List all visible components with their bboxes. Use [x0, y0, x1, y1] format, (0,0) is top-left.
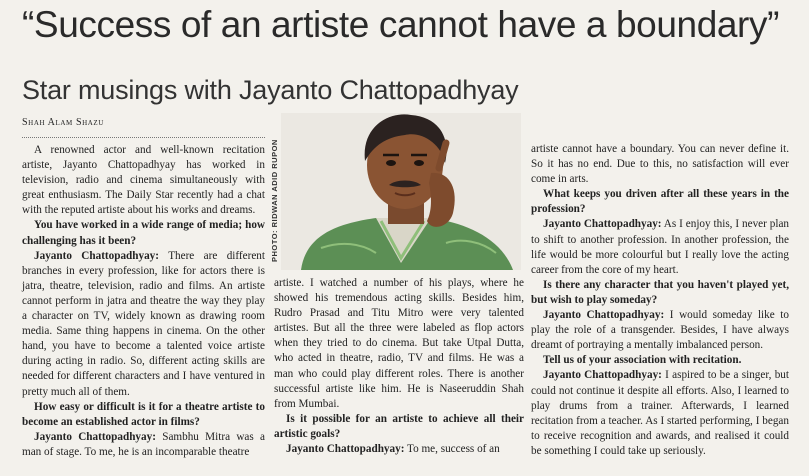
answer-text: To me, success of an — [404, 443, 500, 456]
continuation-paragraph: artiste. I watched a number of his plays, where he showed his tremendous acting skills. Besides him, Rudro Prasad and Titu Mitro were very talented artistes. But all the three were labeled as flop actors when they tried to do cinema. But take Utpal Dutta, who acted in theatre, radio, TV and films. He was a man who could play different roles. There is another successful artiste like him. He is Naseeruddin Shah from Mumbai. — [274, 277, 524, 410]
column-3 — [531, 142, 789, 459]
answer-speaker: Jayanto Chattopadhyay: — [543, 218, 662, 231]
question-1: You have worked in a wide range of media; how challenging has it been? — [22, 219, 265, 247]
answer-4 — [531, 217, 789, 277]
byline: Shah Alam Shazu — [22, 117, 104, 128]
answer-text: There are different branches in every profession, like for actors there is jatra, theatre, television, radio and films. An artiste cannot perform in jatra and theatre the way they play a character on TV, widely known as drawing room media. Same thing happens in cinema. On the other hand, you have to become a talented voice artiste during acting in radio. So, different acting skills are needed for different characters and I have ventured in pretty much all of them. — [22, 249, 266, 398]
question-6: Tell us of your association with recitation. — [543, 354, 742, 367]
portrait-illustration — [281, 113, 521, 270]
photo-credit: PHOTO: RIDWAN ADID RUPON — [270, 139, 279, 262]
byline-divider — [22, 137, 265, 138]
answer-5 — [531, 308, 789, 353]
column-1 — [22, 143, 265, 460]
subheadline: Star musings with Jayanto Chattopadhyay — [22, 75, 519, 105]
column-2 — [274, 276, 524, 457]
answer-speaker: Jayanto Chattopadhyay: — [34, 430, 156, 443]
answer-text: Sambhu Mitra was a man of stage. To me, he is an incomparable theatre — [22, 430, 265, 458]
answer-speaker: Jayanto Chattopadhyay: — [286, 443, 405, 456]
question-5: Is there any character that you haven't played yet, but wish to play someday? — [531, 278, 789, 306]
question-3: Is it possible for an artiste to achieve all their artistic goals? — [274, 412, 524, 440]
portrait-photo — [281, 113, 521, 270]
answer-2 — [22, 430, 265, 460]
answer-text: I would someday like to play the role of a transgender. Besides, I have always dreamt of portraying a mentally imbalanced person. — [531, 309, 789, 352]
answer-1 — [22, 249, 265, 400]
answer-speaker: Jayanto Chattopadhyay: — [543, 309, 665, 322]
question-2: How easy or difficult is it for a theatre artiste to become an established actor in films? — [22, 400, 265, 428]
answer-6 — [531, 368, 789, 459]
answer-text: I aspired to be a singer, but could not continue it despite all efforts. Also, I learned to play drums from a trainer. Afterwards, I learned recitation from a teacher. As I started performing, I began to receive recognition and awards, and realised it could be something I could take up seriously. — [531, 369, 789, 457]
answer-text: As I enjoy this, I never plan to shift to another profession. In another profession, the life would be more colourful but I really love the acting career from the core of my heart. — [531, 218, 790, 276]
answer-3 — [274, 442, 524, 457]
question-4: What keeps you driven after all these years in the profession? — [531, 188, 789, 216]
headline: “Success of an artiste cannot have a boundary” — [22, 4, 779, 45]
intro-paragraph: A renowned actor and well-known recitation artiste, Jayanto Chattopadhyay has worked in television, radio and cinema simultaneously with great enthusiasm. The Daily Star recently had a chat with the reputed artiste about his works and dreams. — [22, 144, 265, 217]
answer-speaker: Jayanto Chattopadhyay: — [543, 369, 662, 382]
continuation-paragraph: artiste cannot have a boundary. You can never define it. So it has no end. Due to this, no satisfaction will ever come in arts. — [531, 143, 789, 186]
answer-speaker: Jayanto Chattopadhyay: — [34, 249, 160, 262]
